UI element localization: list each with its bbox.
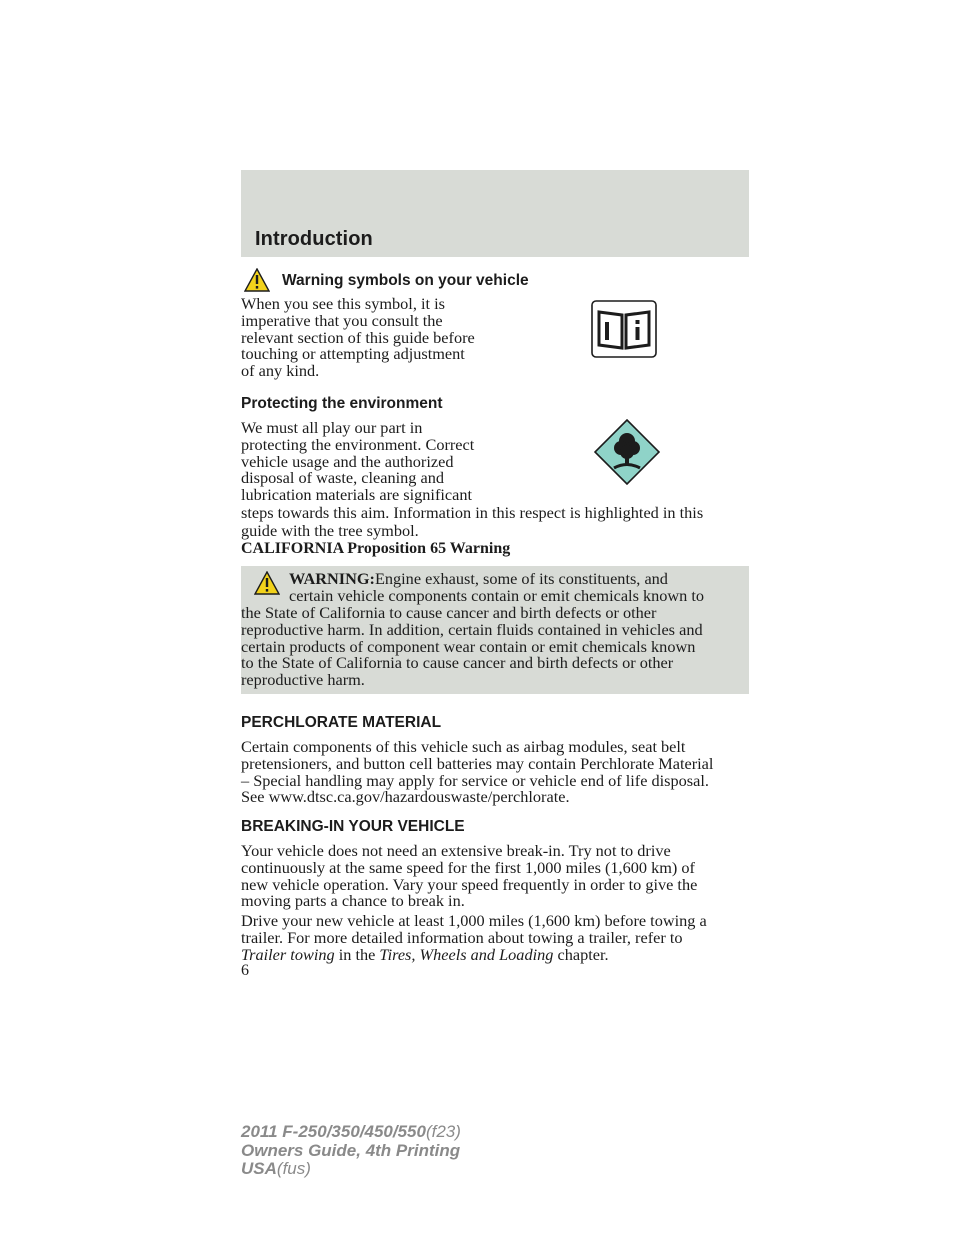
text-line: reproductive harm. bbox=[241, 670, 365, 690]
tree-symbol-icon bbox=[594, 419, 660, 485]
text-fragment: in the bbox=[338, 944, 376, 964]
breaking-in-para-1 bbox=[241, 843, 697, 910]
text-line: trailer. For more detailed information about towing a trailer, refer to bbox=[241, 927, 683, 947]
text-line: imperative that you consult the bbox=[241, 310, 443, 330]
text-fragment: chapter. bbox=[557, 944, 609, 964]
text-line: disposal of waste, cleaning and bbox=[241, 468, 445, 488]
text-line: continuously at the same speed for the first 1,000 miles (1,600 km) of bbox=[241, 857, 695, 877]
text-line: of any kind. bbox=[241, 361, 320, 381]
text-line: Drive your new vehicle at least 1,000 miles (1,600 km) before towing a bbox=[241, 911, 707, 930]
footer-line bbox=[241, 1142, 461, 1161]
text-line: the State of California to cause cancer and birth defects or other bbox=[241, 603, 657, 622]
text-line: relevant section of this guide before bbox=[241, 327, 475, 347]
footer-model: 2011 F-250/350/450/550 bbox=[241, 1122, 426, 1141]
footer-market: USA bbox=[241, 1159, 277, 1178]
page-number: 6 bbox=[241, 962, 249, 979]
text-line: pretensioners, and button cell batteries may contain Perchlorate Material bbox=[241, 753, 714, 773]
text-line: Your vehicle does not need an extensive break-in. Try not to drive bbox=[241, 841, 671, 860]
owner-guide-book-icon bbox=[591, 300, 657, 358]
text-line: vehicle usage and the authorized bbox=[241, 451, 454, 471]
text-line: lubrication materials are significant bbox=[241, 485, 473, 505]
warning-triangle-icon bbox=[254, 571, 280, 595]
breaking-in-heading: BREAKING-IN YOUR VEHICLE bbox=[241, 818, 465, 835]
footer-market-code: (fus) bbox=[276, 1159, 311, 1178]
section-header bbox=[241, 170, 749, 257]
text-line: When you see this symbol, it is bbox=[241, 294, 445, 313]
text-line: touching or attempting adjustment bbox=[241, 344, 465, 364]
text-line: to the State of California to cause cancer and birth defects or other bbox=[241, 653, 674, 673]
text-line: Certain components of this vehicle such as airbag modules, seat belt bbox=[241, 737, 686, 756]
section-title: Introduction bbox=[255, 228, 373, 250]
warning-symbols-text bbox=[241, 296, 475, 380]
footer-guide-edition: Owners Guide, 4th Printing bbox=[241, 1140, 461, 1160]
california-heading: CALIFORNIA Proposition 65 Warning bbox=[241, 540, 511, 557]
warning-triangle-icon bbox=[244, 268, 270, 292]
footer-line bbox=[241, 1123, 461, 1142]
warning-label: WARNING: bbox=[289, 569, 375, 588]
environment-heading: Protecting the environment bbox=[241, 395, 443, 412]
text-line: protecting the environment. Correct bbox=[241, 434, 475, 454]
warning-first-line-text: Engine exhaust, some of its constituents, and bbox=[374, 569, 668, 588]
text-line bbox=[241, 944, 707, 964]
breaking-in-para-2 bbox=[241, 913, 707, 963]
text-line: moving parts a chance to break in. bbox=[241, 891, 465, 911]
text-line: reproductive harm. In addition, certain fluids contained in vehicles and bbox=[241, 619, 703, 639]
california-warning-text bbox=[241, 605, 703, 689]
text-line: steps towards this aim. Information in this respect is highlighted in this bbox=[241, 502, 704, 522]
text-line: new vehicle operation. Vary your speed frequently in order to give the bbox=[241, 874, 698, 894]
document-footer bbox=[241, 1123, 461, 1179]
tires-wheels-loading-reference: Tires, Wheels and Loading bbox=[379, 944, 554, 964]
text-line: We must all play our part in bbox=[241, 418, 423, 437]
text-line: guide with the tree symbol. bbox=[241, 520, 419, 540]
text-line: See www.dtsc.ca.gov/hazardouswaste/perchlorate. bbox=[241, 787, 570, 807]
footer-code: (f23) bbox=[425, 1122, 461, 1141]
text-line: certain products of component wear contain or emit chemicals known bbox=[241, 636, 696, 656]
footer-line bbox=[241, 1160, 461, 1179]
text-line: certain vehicle components contain or emit chemicals known to bbox=[289, 586, 705, 605]
trailer-towing-reference: Trailer towing bbox=[241, 944, 335, 964]
warning-symbols-heading: Warning symbols on your vehicle bbox=[282, 272, 529, 289]
perchlorate-heading: PERCHLORATE MATERIAL bbox=[241, 714, 442, 731]
perchlorate-text bbox=[241, 739, 713, 806]
text-line: – Special handling may apply for service or vehicle end of life disposal. bbox=[241, 770, 709, 790]
